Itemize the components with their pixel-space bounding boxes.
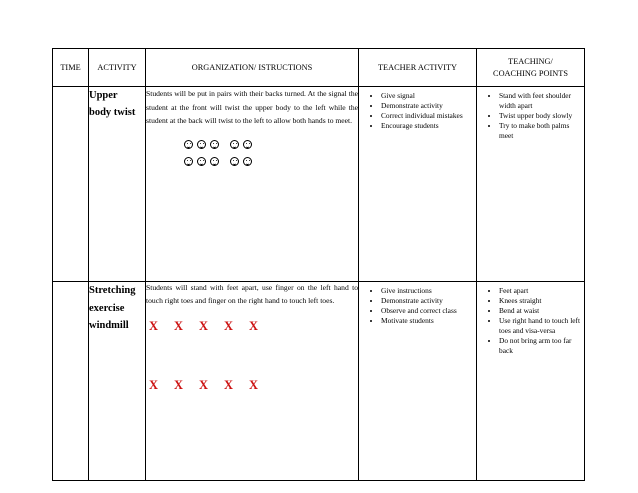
header-coaching-line1: TEACHING/ [508, 56, 553, 66]
list-item: • Bend at waist [499, 306, 584, 316]
coaching-points-list [477, 286, 584, 356]
smiley-face-icon [184, 140, 193, 149]
list-item: • Correct individual mistakes [381, 111, 476, 121]
teacher-activity-list [359, 91, 476, 131]
back-row-students [184, 157, 358, 174]
front-row-students [184, 140, 358, 157]
header-coaching-points [477, 49, 585, 87]
x-marker: X [174, 319, 184, 333]
x-marker: X [249, 319, 259, 333]
header-organization: ORGANIZATION/ ISTRUCTIONS [146, 49, 359, 87]
table-row [53, 87, 585, 282]
smiley-face-icon [230, 157, 239, 166]
list-item: • Give instructions [381, 286, 476, 296]
teacher-activity-cell [359, 282, 477, 481]
activity-cell [89, 282, 146, 481]
smiley-face-icon [184, 157, 193, 166]
time-cell [53, 87, 89, 282]
activity-name-line: body twist [89, 107, 136, 118]
list-item: • Give signal [381, 91, 476, 101]
x-marker: X [199, 319, 209, 333]
x-marker: X [149, 377, 159, 392]
activity-cell [89, 87, 146, 282]
list-item: • Use right hand to touch left toes and visa-versa [499, 316, 584, 336]
front-row-markers [149, 320, 358, 333]
header-time: TIME [53, 49, 89, 87]
list-item: • Encourage students [381, 121, 476, 131]
activity-name-line: exercise [89, 302, 125, 314]
x-marker: X [199, 377, 209, 392]
coaching-points-list [477, 91, 584, 141]
organization-cell [146, 87, 359, 282]
smiley-face-icon [210, 157, 219, 166]
x-marker: X [249, 377, 259, 392]
list-item: • Demonstrate activity [381, 101, 476, 111]
organization-text: Students will stand with feet apart, use finger on the left hand to touch right toes and finger on the right hand to touch left toes. [146, 283, 358, 305]
organization-cell [146, 282, 359, 481]
coaching-points-cell [477, 282, 585, 481]
teacher-activity-cell [359, 87, 477, 282]
list-item: • Demonstrate activity [381, 296, 476, 306]
x-marker: X [174, 377, 184, 392]
teacher-activity-list [359, 286, 476, 326]
list-item: • Stand with feet shoulder width apart [499, 91, 584, 111]
smiley-face-icon [210, 140, 219, 149]
header-coaching-line2: COACHING POINTS [493, 68, 568, 78]
activity-name-line: Upper [89, 90, 118, 101]
list-item: • Motivate students [381, 316, 476, 326]
organization-text: Students will be put in pairs with their backs turned. At the signal the student at the front will twist the upper body to the left while the student at the back will twist to the left to allow both hands to meet. [146, 89, 358, 125]
pairs-diagram [184, 140, 358, 174]
x-marker: X [224, 377, 234, 392]
list-item: • Knees straight [499, 296, 584, 306]
x-marker: X [224, 319, 234, 333]
list-item: • Do not bring arm too far back [499, 336, 584, 356]
header-row [53, 49, 585, 87]
list-item: • Feet apart [499, 286, 584, 296]
header-teacher-activity: TEACHER ACTIVITY [359, 49, 477, 87]
smiley-face-icon [243, 157, 252, 166]
header-activity: ACTIVITY [89, 49, 146, 87]
lesson-plan-table [52, 48, 585, 481]
list-item: • Twist upper body slowly [499, 111, 584, 121]
back-row-markers [149, 379, 358, 392]
smiley-face-icon [197, 140, 206, 149]
smiley-face-icon [243, 140, 252, 149]
table-row [53, 282, 585, 481]
activity-name-line: windmill [89, 320, 129, 331]
smiley-face-icon [230, 140, 239, 149]
list-item: • Observe and correct class [381, 306, 476, 316]
smiley-face-icon [197, 157, 206, 166]
time-cell [53, 282, 89, 481]
coaching-points-cell [477, 87, 585, 282]
x-marker: X [149, 319, 159, 333]
activity-name-line: Stretching [89, 285, 136, 296]
list-item: • Try to make both palms meet [499, 121, 584, 141]
